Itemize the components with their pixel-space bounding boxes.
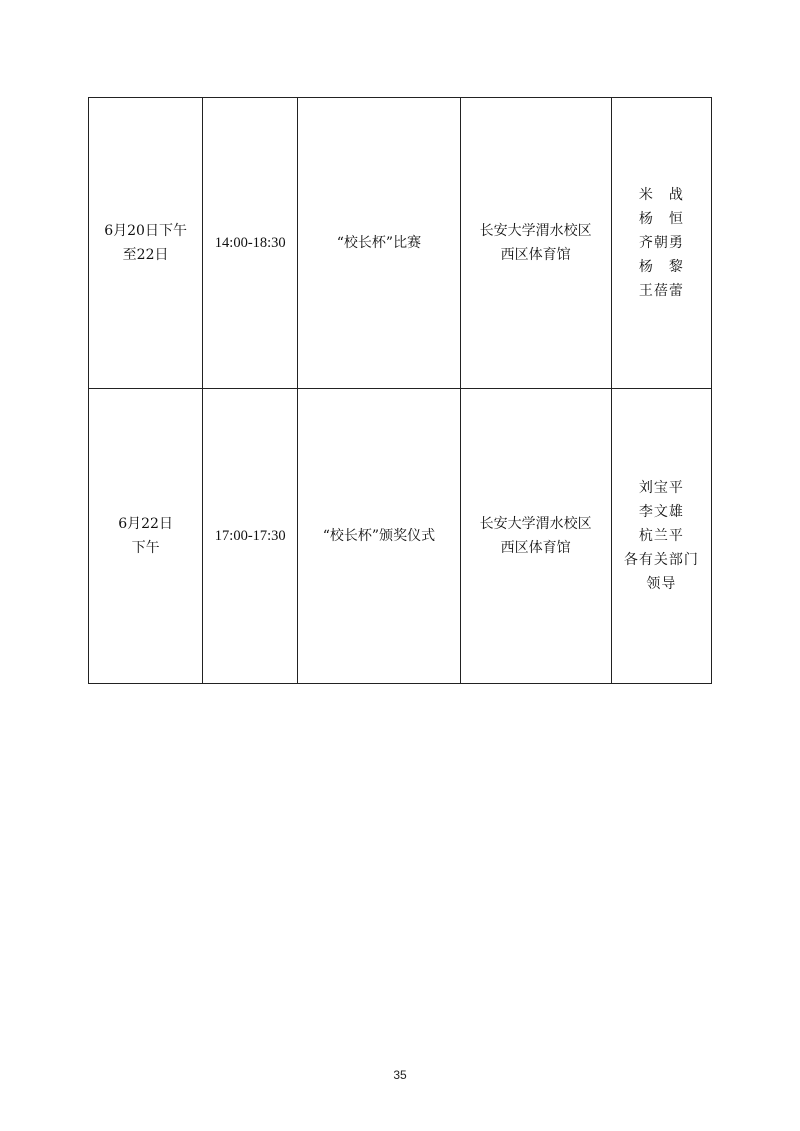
person-name: 王蓓蕾 bbox=[638, 283, 684, 299]
date-line: 下午 bbox=[131, 540, 160, 556]
person-name: 领导 bbox=[646, 576, 677, 592]
venue-line: 西区体育馆 bbox=[500, 247, 571, 263]
venue-cell bbox=[460, 98, 611, 389]
person-name: 杭兰平 bbox=[638, 528, 684, 544]
person-name: 杨 黎 bbox=[638, 259, 684, 275]
person-name: 李文雄 bbox=[638, 504, 684, 520]
event-cell bbox=[298, 98, 460, 389]
time-text: 14:00-18:30 bbox=[214, 235, 286, 251]
person-name: 刘宝平 bbox=[638, 480, 684, 496]
venue-line: 长安大学渭水校区 bbox=[479, 516, 592, 532]
person-name: 各有关部门 bbox=[623, 552, 699, 568]
date-line: 6月20日下午 bbox=[104, 223, 187, 239]
people-cell bbox=[611, 389, 711, 684]
schedule-table bbox=[88, 97, 712, 684]
table-row bbox=[89, 389, 712, 684]
date-line: 至22日 bbox=[122, 247, 169, 263]
venue-line: 长安大学渭水校区 bbox=[479, 223, 592, 239]
date-cell bbox=[89, 98, 203, 389]
table-row bbox=[89, 98, 712, 389]
person-name: 米 战 bbox=[638, 187, 684, 203]
page-number: 35 bbox=[393, 1068, 407, 1082]
person-name: 齐朝勇 bbox=[638, 235, 684, 251]
venue-cell bbox=[460, 389, 611, 684]
venue-line: 西区体育馆 bbox=[500, 540, 571, 556]
event-cell bbox=[298, 389, 460, 684]
time-cell bbox=[203, 389, 298, 684]
date-cell bbox=[89, 389, 203, 684]
event-text: “校长杯”颁奖仪式 bbox=[322, 528, 436, 544]
date-line: 6月22日 bbox=[118, 516, 173, 532]
time-cell bbox=[203, 98, 298, 389]
time-text: 17:00-17:30 bbox=[214, 528, 286, 544]
people-cell bbox=[611, 98, 711, 389]
event-text: “校长杯”比赛 bbox=[336, 235, 422, 251]
person-name: 杨 恒 bbox=[638, 211, 684, 227]
